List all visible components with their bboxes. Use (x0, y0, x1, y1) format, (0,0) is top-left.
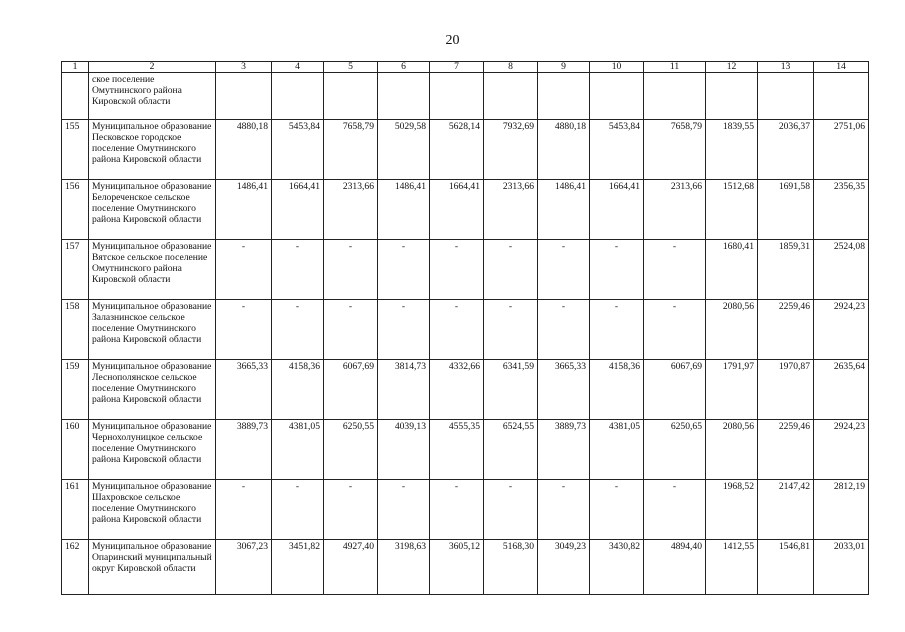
value-cell (814, 73, 869, 120)
municipality-name: Муниципальное образование Чернохолуницкое сельское поселение Омутнинского района Кировской области (89, 420, 216, 480)
value-cell (216, 73, 272, 120)
value-cell: 7932,69 (484, 120, 538, 180)
value-cell: 4158,36 (590, 360, 644, 420)
value-cell: 4927,40 (324, 540, 378, 595)
municipality-name: ское поселение Омутнинского района Кировской области (89, 73, 216, 120)
value-cell: 2524,08 (814, 240, 869, 300)
municipality-name: Муниципальное образование Белореченское сельское поселение Омутнинского района Кировской области (89, 180, 216, 240)
value-cell: 1512,68 (706, 180, 758, 240)
value-cell: 4894,40 (644, 540, 706, 595)
value-cell (758, 73, 814, 120)
value-cell: 4880,18 (216, 120, 272, 180)
value-cell: - (484, 300, 538, 360)
table-row (62, 360, 869, 420)
municipality-name: Муниципальное образование Песковское городское поселение Омутнинского района Кировской области (89, 120, 216, 180)
column-header: 14 (814, 62, 869, 73)
value-cell: 7658,79 (644, 120, 706, 180)
value-cell: - (538, 480, 590, 540)
value-cell: 2259,46 (758, 300, 814, 360)
column-header: 2 (89, 62, 216, 73)
value-cell (484, 73, 538, 120)
value-cell (378, 73, 430, 120)
value-cell: - (324, 480, 378, 540)
value-cell: 1791,97 (706, 360, 758, 420)
value-cell: 4039,13 (378, 420, 430, 480)
value-cell: 2036,37 (758, 120, 814, 180)
column-header: 12 (706, 62, 758, 73)
row-number: 160 (62, 420, 89, 480)
table-row (62, 180, 869, 240)
value-cell: - (216, 480, 272, 540)
municipality-name: Муниципальное образование Опаринский муниципальный округ Кировской области (89, 540, 216, 595)
value-cell: 1839,55 (706, 120, 758, 180)
value-cell: 2080,56 (706, 300, 758, 360)
value-cell: - (324, 300, 378, 360)
value-cell: 5628,14 (430, 120, 484, 180)
value-cell: - (430, 480, 484, 540)
value-cell (538, 73, 590, 120)
table-row (62, 240, 869, 300)
value-cell: 2924,23 (814, 300, 869, 360)
value-cell: 1412,55 (706, 540, 758, 595)
column-header: 3 (216, 62, 272, 73)
value-cell: - (272, 300, 324, 360)
row-number: 158 (62, 300, 89, 360)
value-cell: 5168,30 (484, 540, 538, 595)
municipality-name: Муниципальное образование Леснополянское сельское поселение Омутнинского района Кировской области (89, 360, 216, 420)
value-cell: - (484, 480, 538, 540)
value-cell: 2080,56 (706, 420, 758, 480)
value-cell: 5029,58 (378, 120, 430, 180)
continuation-row (62, 73, 869, 120)
value-cell: - (272, 480, 324, 540)
value-cell: 2924,23 (814, 420, 869, 480)
column-header: 8 (484, 62, 538, 73)
value-cell (272, 73, 324, 120)
value-cell: 3049,23 (538, 540, 590, 595)
value-cell: 3889,73 (538, 420, 590, 480)
value-cell: 2259,46 (758, 420, 814, 480)
value-cell: 2812,19 (814, 480, 869, 540)
value-cell: 6067,69 (644, 360, 706, 420)
column-header: 9 (538, 62, 590, 73)
column-header: 1 (62, 62, 89, 73)
row-number: 161 (62, 480, 89, 540)
municipality-name: Муниципальное образование Шахровское сельское поселение Омутнинского района Кировской области (89, 480, 216, 540)
value-cell: 3605,12 (430, 540, 484, 595)
row-number (62, 73, 89, 120)
value-cell: - (324, 240, 378, 300)
value-cell: 1680,41 (706, 240, 758, 300)
value-cell: - (644, 300, 706, 360)
value-cell: 3067,23 (216, 540, 272, 595)
value-cell: 1486,41 (378, 180, 430, 240)
value-cell: - (538, 300, 590, 360)
value-cell: - (644, 480, 706, 540)
value-cell: 2147,42 (758, 480, 814, 540)
value-cell: - (644, 240, 706, 300)
tariff-table (61, 61, 869, 595)
value-cell: 6524,55 (484, 420, 538, 480)
value-cell: 1486,41 (216, 180, 272, 240)
value-cell: - (484, 240, 538, 300)
value-cell: 4555,35 (430, 420, 484, 480)
table-row (62, 540, 869, 595)
value-cell: 6067,69 (324, 360, 378, 420)
municipality-name: Муниципальное образование Вятское сельское поселение Омутнинского района Кировской области (89, 240, 216, 300)
value-cell: 2033,01 (814, 540, 869, 595)
column-header: 7 (430, 62, 484, 73)
value-cell: 4158,36 (272, 360, 324, 420)
value-cell: 2313,66 (644, 180, 706, 240)
value-cell: 1664,41 (430, 180, 484, 240)
row-number: 159 (62, 360, 89, 420)
value-cell: 5453,84 (272, 120, 324, 180)
value-cell: 7658,79 (324, 120, 378, 180)
value-cell: 2313,66 (324, 180, 378, 240)
header-row (62, 62, 869, 73)
value-cell: 2751,06 (814, 120, 869, 180)
value-cell: 1968,52 (706, 480, 758, 540)
column-header: 10 (590, 62, 644, 73)
value-cell: 1859,31 (758, 240, 814, 300)
value-cell: 3665,33 (216, 360, 272, 420)
row-number: 162 (62, 540, 89, 595)
value-cell: - (430, 240, 484, 300)
table-row (62, 420, 869, 480)
value-cell: 6250,65 (644, 420, 706, 480)
value-cell: 1970,87 (758, 360, 814, 420)
column-header: 6 (378, 62, 430, 73)
value-cell: 6341,59 (484, 360, 538, 420)
value-cell: 3198,63 (378, 540, 430, 595)
value-cell: 4332,66 (430, 360, 484, 420)
value-cell: 4381,05 (590, 420, 644, 480)
value-cell: 2313,66 (484, 180, 538, 240)
value-cell: - (272, 240, 324, 300)
value-cell: - (378, 240, 430, 300)
value-cell: 2635,64 (814, 360, 869, 420)
row-number: 156 (62, 180, 89, 240)
value-cell (644, 73, 706, 120)
value-cell (706, 73, 758, 120)
value-cell: 1546,81 (758, 540, 814, 595)
value-cell (324, 73, 378, 120)
value-cell: 2356,35 (814, 180, 869, 240)
column-header: 5 (324, 62, 378, 73)
value-cell: 3451,82 (272, 540, 324, 595)
table-body (62, 73, 869, 595)
value-cell: - (378, 480, 430, 540)
value-cell: 1691,58 (758, 180, 814, 240)
value-cell: - (216, 300, 272, 360)
value-cell: - (590, 480, 644, 540)
value-cell: - (538, 240, 590, 300)
value-cell: 3814,73 (378, 360, 430, 420)
value-cell: - (430, 300, 484, 360)
value-cell: 6250,55 (324, 420, 378, 480)
value-cell: 3889,73 (216, 420, 272, 480)
column-header: 11 (644, 62, 706, 73)
page-number: 20 (445, 33, 460, 48)
value-cell: - (590, 300, 644, 360)
value-cell: 1664,41 (272, 180, 324, 240)
row-number: 157 (62, 240, 89, 300)
table-row (62, 480, 869, 540)
column-header: 4 (272, 62, 324, 73)
value-cell: - (216, 240, 272, 300)
column-header: 13 (758, 62, 814, 73)
value-cell: - (590, 240, 644, 300)
value-cell: 3430,82 (590, 540, 644, 595)
value-cell (430, 73, 484, 120)
table-row (62, 300, 869, 360)
value-cell: 5453,84 (590, 120, 644, 180)
value-cell: 1486,41 (538, 180, 590, 240)
municipality-name: Муниципальное образование Залазнинское сельское поселение Омутнинского района Кировской области (89, 300, 216, 360)
row-number: 155 (62, 120, 89, 180)
value-cell (590, 73, 644, 120)
table-row (62, 120, 869, 180)
value-cell: 4880,18 (538, 120, 590, 180)
value-cell: 4381,05 (272, 420, 324, 480)
value-cell: 3665,33 (538, 360, 590, 420)
value-cell: - (378, 300, 430, 360)
value-cell: 1664,41 (590, 180, 644, 240)
